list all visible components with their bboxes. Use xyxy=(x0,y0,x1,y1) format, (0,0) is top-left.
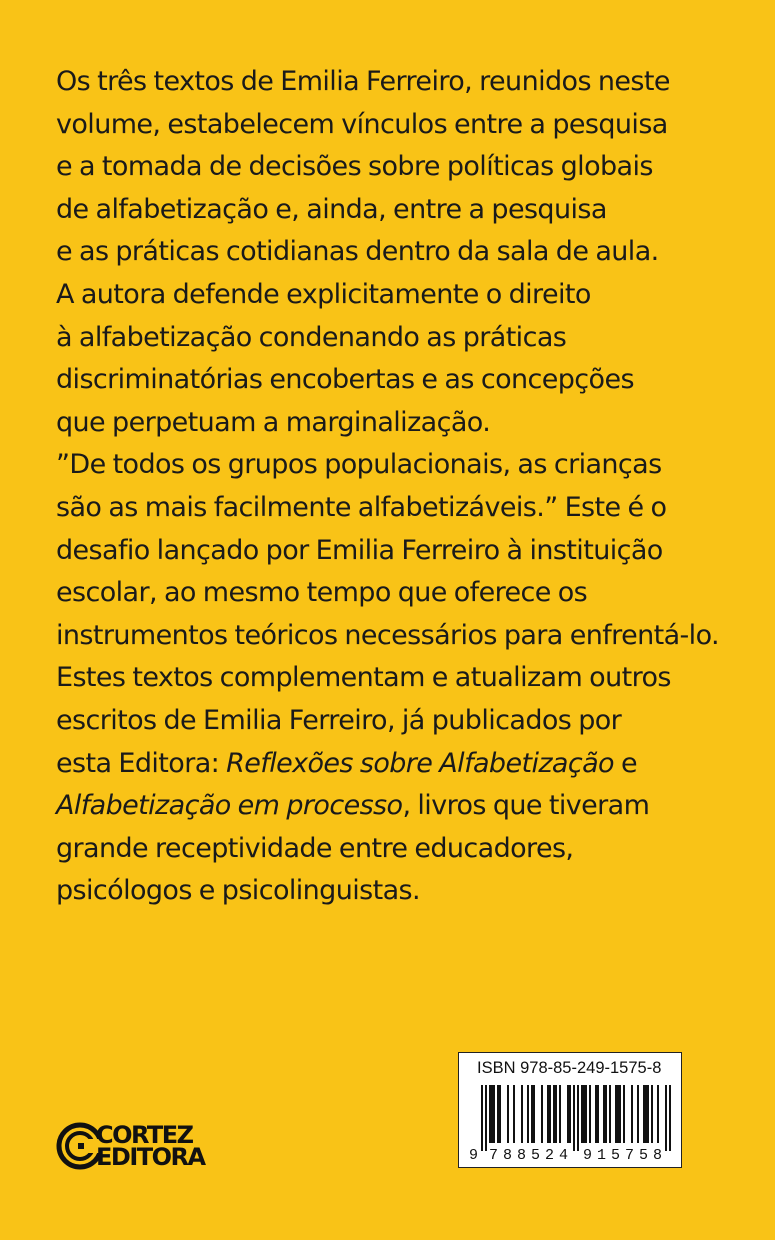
barcode-bar xyxy=(541,1085,543,1143)
barcode-bar xyxy=(589,1085,591,1143)
barcode-bar xyxy=(647,1085,649,1143)
blurb-line: Estes textos complementam e atualizam outros xyxy=(56,662,671,694)
barcode-bar xyxy=(645,1085,647,1143)
barcode-bar xyxy=(497,1085,499,1143)
barcode-bar xyxy=(585,1085,587,1143)
barcode-bar xyxy=(527,1085,529,1143)
barcode-digit: 2 xyxy=(545,1147,555,1163)
barcode-bar xyxy=(521,1085,523,1143)
blurb-line: psicólogos e psicolinguistas. xyxy=(56,875,420,907)
barcode-bar xyxy=(531,1085,533,1143)
blurb-line: Os três textos de Emilia Ferreiro, reunidos neste xyxy=(56,66,670,97)
barcode-bar xyxy=(617,1085,619,1143)
barcode-bar xyxy=(555,1085,557,1143)
barcode-bar xyxy=(559,1085,561,1143)
barcode-bar xyxy=(583,1085,585,1143)
barcode-bar xyxy=(657,1085,659,1143)
barcode-digit: 5 xyxy=(531,1147,541,1163)
barcode-bar xyxy=(567,1085,569,1143)
blurb-line: e as práticas cotidianas dentro da sala de aula. xyxy=(56,236,659,268)
blurb-line: à alfabetização condenando as práticas xyxy=(56,321,567,353)
barcode-bar xyxy=(651,1085,653,1143)
barcode-digit: 7 xyxy=(489,1147,499,1163)
barcode-bar xyxy=(489,1085,491,1143)
barcode-bar xyxy=(609,1085,611,1143)
blurb-line: grande receptividade entre educadores, xyxy=(56,832,574,864)
barcode-digit: 1 xyxy=(597,1147,607,1163)
barcode-bar xyxy=(669,1085,671,1151)
barcode-digit: 7 xyxy=(625,1147,635,1163)
barcode-bar xyxy=(547,1085,549,1143)
barcode-bar xyxy=(507,1085,509,1143)
barcode-bar xyxy=(481,1085,483,1151)
barcode-bar xyxy=(549,1085,551,1143)
blurb-text: esta Editora: xyxy=(56,747,227,779)
barcode-bar xyxy=(569,1085,571,1143)
blurb-line: escolar, ao mesmo tempo que oferece os xyxy=(56,577,588,609)
barcode xyxy=(469,1083,671,1163)
barcode-bar xyxy=(533,1085,535,1143)
logo-text-cortez: CORTEZ xyxy=(96,1121,193,1149)
barcode-digit: 4 xyxy=(559,1147,569,1163)
book-title-reflexoes: Reflexões sobre Alfabetização xyxy=(226,747,614,779)
logo-text-editora: EDITORA xyxy=(96,1143,205,1171)
barcode-bar xyxy=(493,1085,495,1143)
barcode-bar xyxy=(643,1085,645,1143)
barcode-bar xyxy=(595,1085,597,1143)
blurb-line: e a tomada de decisões sobre políticas globais xyxy=(56,151,653,183)
barcode-digit: 9 xyxy=(469,1147,479,1163)
blurb-line: A autora defende explicitamente o direito xyxy=(56,278,591,310)
barcode-bar xyxy=(573,1085,575,1151)
barcode-bar xyxy=(485,1085,487,1151)
barcode-bar xyxy=(631,1085,633,1143)
blurb-line: discriminatórias encobertas e as concepções xyxy=(56,364,634,396)
barcode-bar xyxy=(513,1085,515,1143)
barcode-bar xyxy=(603,1085,605,1143)
barcode-bar xyxy=(615,1085,617,1143)
blurb-line: volume, estabelecem vínculos entre a pesquisa xyxy=(56,108,668,140)
barcode-digit: 8 xyxy=(653,1147,663,1163)
blurb-line: desafio lançado por Emilia Ferreiro à instituição xyxy=(56,534,663,566)
blurb-line: escritos de Emilia Ferreiro, já publicados por xyxy=(56,704,622,736)
blurb-line: são as mais facilmente alfabetizáveis.” Este é o xyxy=(56,491,667,523)
barcode-digit: 8 xyxy=(503,1147,513,1163)
barcode-graphic xyxy=(469,1083,671,1163)
barcode-bar xyxy=(619,1085,621,1143)
cortez-editora-logo xyxy=(52,1118,212,1178)
blurb-line: ”De todos os grupos populacionais, as crianças xyxy=(56,449,662,481)
blurb-line: de alfabetização e, ainda, entre a pesquisa xyxy=(56,193,607,225)
blurb-line: instrumentos teóricos necessários para enfrentá-lo. xyxy=(56,619,719,651)
barcode-bar xyxy=(605,1085,607,1143)
barcode-bar xyxy=(553,1085,555,1143)
blurb-line: que perpetuam a marginalização. xyxy=(56,406,491,438)
blurb-text: e xyxy=(613,747,637,779)
barcode-bar xyxy=(623,1085,625,1143)
barcode-bar xyxy=(577,1085,579,1151)
barcode-bar xyxy=(637,1085,639,1143)
back-cover-blurb xyxy=(56,61,746,913)
blurb-line xyxy=(56,743,746,786)
barcode-digit: 5 xyxy=(639,1147,649,1163)
barcode-bar xyxy=(581,1085,583,1143)
barcode-digit: 5 xyxy=(611,1147,621,1163)
barcode-bar xyxy=(499,1085,501,1143)
blurb-line xyxy=(56,785,746,828)
barcode-digit: 8 xyxy=(517,1147,527,1163)
barcode-digit: 9 xyxy=(583,1147,593,1163)
blurb-text: , livros que tiveram xyxy=(402,790,650,822)
book-title-alfabetizacao-em-processo: Alfabetização em processo xyxy=(56,790,403,822)
isbn-number: ISBN 978-85-249-1575-8 xyxy=(477,1059,662,1077)
isbn-barcode-block xyxy=(458,1052,682,1168)
barcode-bar xyxy=(491,1085,493,1143)
barcode-bar xyxy=(597,1085,599,1143)
barcode-bar xyxy=(665,1085,667,1151)
